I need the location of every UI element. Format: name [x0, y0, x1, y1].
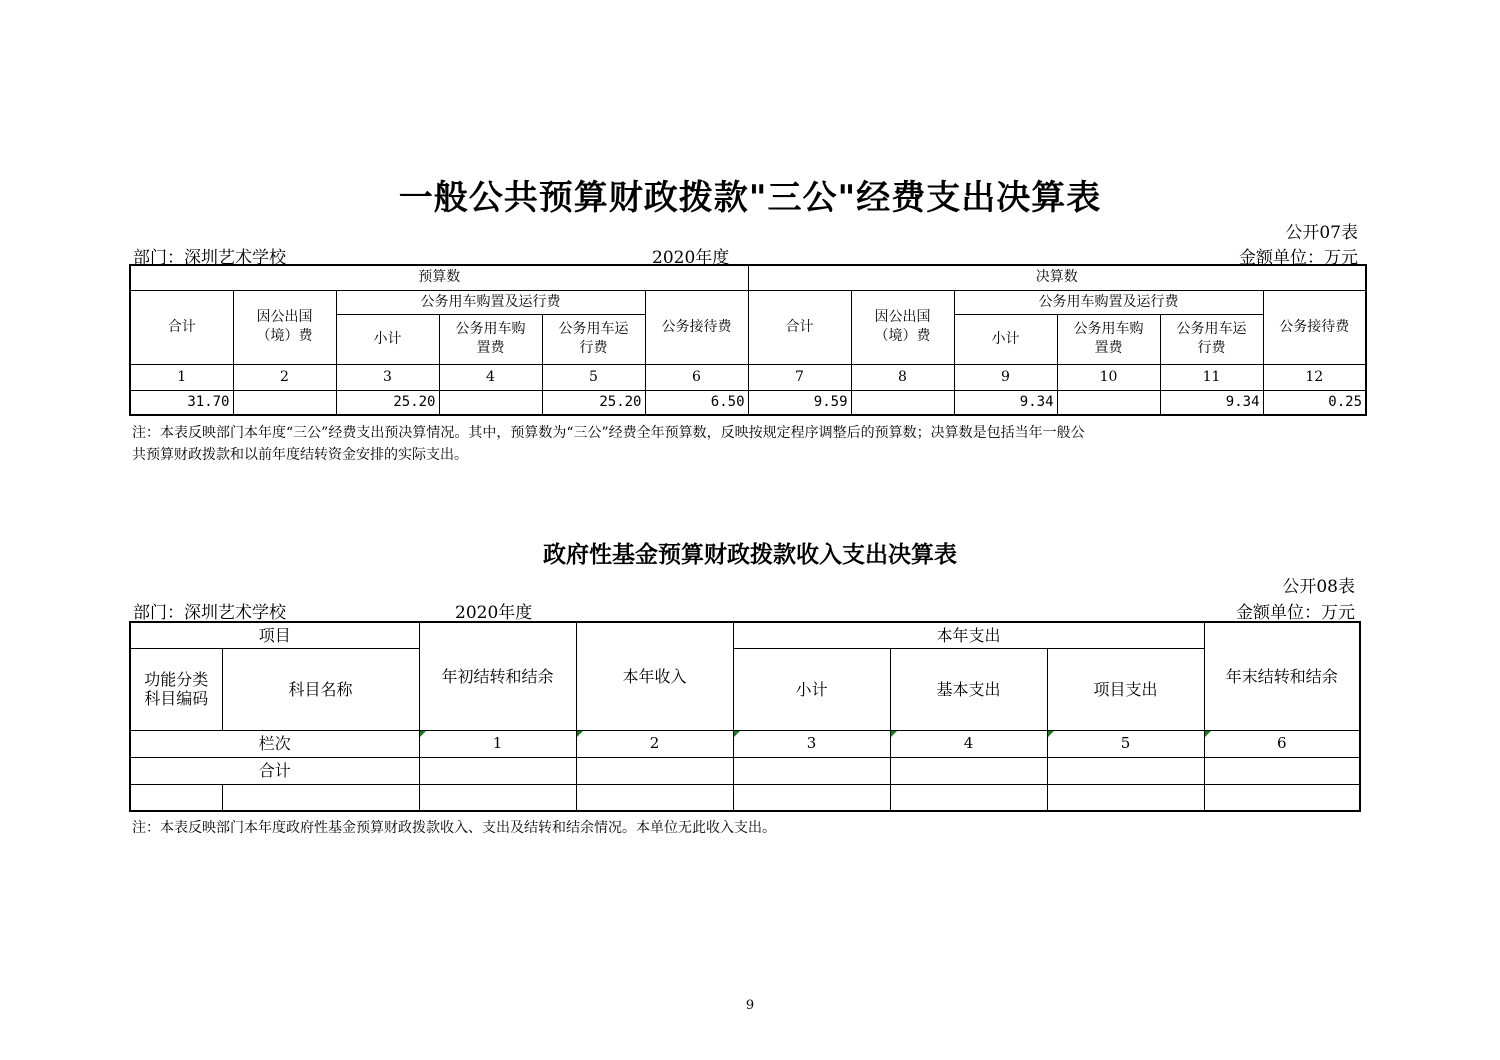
column-number: 2: [576, 730, 733, 757]
column-number: 9: [954, 364, 1057, 390]
header-final-vehicle: 公务用车购置及运行费: [954, 290, 1263, 314]
operation-label-line2: 行费: [579, 340, 608, 356]
row-label-column: 栏次: [130, 730, 419, 757]
func-code-line1: 功能分类: [144, 670, 209, 689]
value-cell: [1047, 757, 1204, 784]
header-final: 决算数: [748, 265, 1366, 290]
header-final-reception: 公务接待费: [1263, 290, 1366, 364]
column-number: 1: [419, 730, 576, 757]
table2-code: 公开08表: [1282, 577, 1355, 597]
column-number: 4: [890, 730, 1047, 757]
value-cell: [576, 757, 733, 784]
value-cell: 9.34: [954, 390, 1057, 415]
table1-code: 公开07表: [1285, 223, 1358, 243]
value-cell: [233, 390, 336, 415]
value-cell: 9.34: [1160, 390, 1263, 415]
value-cell: [130, 784, 222, 811]
column-number-row: [130, 730, 1360, 757]
column-number: 8: [851, 364, 954, 390]
value-cell: [419, 757, 576, 784]
purchase-label-line1: 公务用车购: [455, 321, 526, 337]
page-number: 9: [745, 998, 755, 1013]
column-number: 4: [439, 364, 542, 390]
column-number: 6: [1204, 730, 1360, 757]
header-budget-vehicle-operation: [542, 314, 645, 364]
value-row: [130, 390, 1366, 415]
column-number: 5: [1047, 730, 1204, 757]
header-expenditure: 本年支出: [733, 622, 1204, 648]
table2-unit: 金额单位：万元: [1236, 603, 1355, 623]
header-income: 本年收入: [576, 622, 733, 730]
column-number: 6: [645, 364, 748, 390]
value-cell: [576, 784, 733, 811]
value-cell: 6.50: [645, 390, 748, 415]
column-number: 2: [233, 364, 336, 390]
column-number: 11: [1160, 364, 1263, 390]
value-cell: [1057, 390, 1160, 415]
table1-note: [132, 422, 1362, 466]
total-row: [130, 757, 1360, 784]
table2-year: 2020年度: [455, 603, 533, 623]
header-budget-vehicle-purchase: [439, 314, 542, 364]
abroad-label-line1: 因公出国: [874, 309, 931, 325]
value-cell: [222, 784, 419, 811]
header-final-subtotal: 小计: [954, 314, 1057, 364]
table1-unit: 金额单位：万元: [1239, 248, 1358, 268]
purchase-label-line1: 公务用车购: [1073, 321, 1144, 337]
value-cell: 31.70: [130, 390, 233, 415]
header-final-total: 合计: [748, 290, 851, 364]
header-final-vehicle-purchase: [1057, 314, 1160, 364]
value-cell: [733, 784, 890, 811]
header-budget-subtotal: 小计: [336, 314, 439, 364]
header-final-abroad: [851, 290, 954, 364]
abroad-label-line2: （境）费: [256, 328, 313, 344]
column-number-row: [130, 364, 1366, 390]
column-number: 10: [1057, 364, 1160, 390]
header-subject-name: 科目名称: [222, 648, 419, 730]
value-cell: [1047, 784, 1204, 811]
abroad-label-line1: 因公出国: [256, 309, 313, 325]
table2-department: 部门：深圳艺术学校: [133, 603, 286, 623]
table1-department: 部门：深圳艺术学校: [133, 248, 286, 268]
value-cell: [1204, 757, 1360, 784]
table2-title: 政府性基金预算财政拨款收入支出决算表: [543, 542, 957, 568]
row-label-total: 合计: [130, 757, 419, 784]
value-cell: 25.20: [336, 390, 439, 415]
purchase-label-line2: 置费: [476, 340, 505, 356]
purchase-label-line2: 置费: [1094, 340, 1123, 356]
header-final-vehicle-operation: [1160, 314, 1263, 364]
abroad-label-line2: （境）费: [874, 328, 931, 344]
value-cell: [851, 390, 954, 415]
column-number: 7: [748, 364, 851, 390]
three-public-expenses-table: [129, 264, 1367, 416]
header-item: 项目: [130, 622, 419, 648]
column-number: 12: [1263, 364, 1366, 390]
value-cell: [1204, 784, 1360, 811]
header-budget-total: 合计: [130, 290, 233, 364]
operation-label-line1: 公务用车运: [1176, 321, 1247, 337]
value-cell: [439, 390, 542, 415]
note-line2: 共预算财政拨款和以前年度结转资金安排的实际支出。: [132, 447, 468, 463]
column-number: 3: [336, 364, 439, 390]
header-budget-vehicle: 公务用车购置及运行费: [336, 290, 645, 314]
header-opening-balance: 年初结转和结余: [419, 622, 576, 730]
func-code-line2: 科目编码: [144, 689, 209, 708]
table1-title: 一般公共预算财政拨款"三公"经费支出决算表: [398, 178, 1102, 218]
column-number: 3: [733, 730, 890, 757]
government-fund-table: [129, 621, 1361, 812]
table1-year: 2020年度: [652, 248, 730, 268]
header-budget-abroad: [233, 290, 336, 364]
value-cell: [419, 784, 576, 811]
header-budget-reception: 公务接待费: [645, 290, 748, 364]
header-exp-subtotal: 小计: [733, 648, 890, 730]
header-exp-project: 项目支出: [1047, 648, 1204, 730]
value-cell: [733, 757, 890, 784]
column-number: 5: [542, 364, 645, 390]
value-cell: 25.20: [542, 390, 645, 415]
header-exp-basic: 基本支出: [890, 648, 1047, 730]
header-closing-balance: 年末结转和结余: [1204, 622, 1360, 730]
column-number: 1: [130, 364, 233, 390]
table-row: [130, 784, 1360, 811]
table2-note: 注：本表反映部门本年度政府性基金预算财政拨款收入、支出及结转和结余情况。本单位无此收入支出。: [132, 820, 776, 836]
header-func-code: [130, 648, 222, 730]
value-cell: [890, 757, 1047, 784]
value-cell: 9.59: [748, 390, 851, 415]
value-cell: [890, 784, 1047, 811]
note-line1: 注：本表反映部门本年度“三公”经费支出预决算情况。其中，预算数为“三公”经费全年预算数，反映按规定程序调整后的预算数；决算数是包括当年一般公: [132, 425, 1085, 441]
value-cell: 0.25: [1263, 390, 1366, 415]
operation-label-line1: 公务用车运: [558, 321, 629, 337]
header-budget: 预算数: [130, 265, 748, 290]
operation-label-line2: 行费: [1197, 340, 1226, 356]
